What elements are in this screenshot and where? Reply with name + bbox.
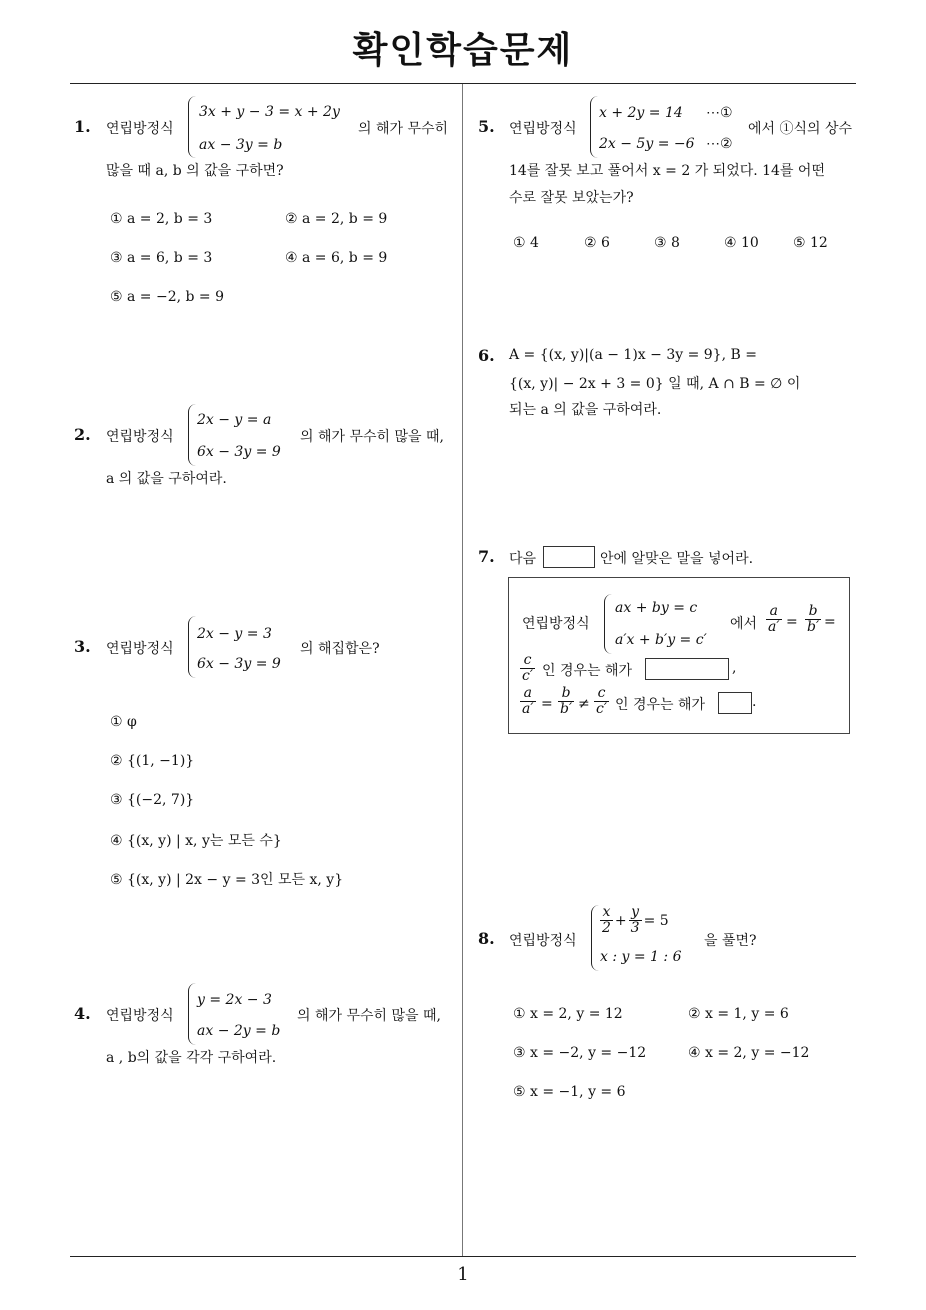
question-text-line2: 많을 때 a, b 의 값을 구하면? [106, 163, 284, 179]
comma: , [732, 660, 737, 676]
question-text-line3: 수로 잘못 보았는가? [509, 190, 634, 206]
question-lead: 연립방정식 [106, 121, 174, 137]
option-4: ④ a = 6, b = 9 [285, 250, 388, 266]
system-brace [188, 983, 197, 1045]
answer-blank-2[interactable] [718, 692, 752, 714]
question-number: 6. [478, 346, 495, 365]
option-3: ③ 8 [654, 235, 680, 251]
option-5: ⑤ 12 [793, 235, 828, 251]
question-text: 의 해집합은? [300, 641, 380, 657]
not-equals-sign: ≠ [578, 696, 590, 712]
option-5: ⑤ x = −1, y = 6 [513, 1084, 626, 1100]
box-text: 에서 [730, 616, 758, 632]
box-lead: 연립방정식 [522, 616, 590, 632]
system-brace [188, 96, 197, 158]
equation-1: 2x − y = 3 [197, 626, 272, 642]
equals-sign: = [824, 614, 836, 630]
question-lead: 연립방정식 [106, 1008, 174, 1024]
equation-2: x : y = 1 : 6 [600, 949, 682, 965]
question-number: 8. [478, 929, 495, 948]
question-text-line2: a 의 값을 구하여라. [106, 471, 227, 487]
answer-blank[interactable] [543, 546, 595, 568]
question-number: 7. [478, 547, 495, 566]
top-rule [70, 83, 856, 84]
option-1: ① 4 [513, 235, 539, 251]
box-equation-2: a′x + b′y = c′ [615, 632, 707, 648]
system-brace [590, 96, 599, 158]
equation-1-tag: ⋯① [706, 105, 733, 121]
equation-2: 6x − 3y = 9 [197, 656, 281, 672]
fraction-b: $\frac{b}{b'}$ [560, 685, 573, 718]
period: . [752, 694, 757, 710]
option-2: ② 6 [584, 235, 610, 251]
equation-2-tag: ⋯② [706, 136, 733, 152]
question-lead: 연립방정식 [509, 121, 577, 137]
option-1: ① x = 2, y = 12 [513, 1006, 623, 1022]
case-2-text: 인 경우는 해가 [615, 697, 706, 713]
option-2: ② a = 2, b = 9 [285, 211, 388, 227]
system-brace [604, 594, 613, 654]
option-5: ⑤ {(x, y) | 2x − y = 3인 모든 x, y} [110, 872, 344, 888]
question-lead: 연립방정식 [106, 641, 174, 657]
option-3: ③ {(−2, 7)} [110, 792, 195, 808]
equals-sign: = [786, 614, 798, 630]
question-text-line3: 되는 a 의 값을 구하여라. [509, 402, 662, 418]
option-3: ③ a = 6, b = 3 [110, 250, 213, 266]
system-brace [188, 404, 197, 466]
page-number: 1 [457, 1264, 469, 1285]
question-text-line2: a , b의 값을 각각 구하여라. [106, 1050, 277, 1066]
question-number: 1. [74, 117, 91, 136]
equation-2: 2x − 5y = −6 [599, 136, 695, 152]
question-number: 4. [74, 1004, 91, 1023]
fraction-b: $\frac{b}{b'}$ [807, 603, 820, 636]
fraction-a: $\frac{a}{a'}$ [768, 603, 780, 636]
equation-2: 6x − 3y = 9 [197, 444, 281, 460]
column-divider [462, 84, 463, 1256]
bottom-rule [70, 1256, 856, 1257]
question-text: 의 해가 무수히 많을 때, [300, 429, 444, 445]
question-text-line1: A = {(x, y)|(a − 1)x − 3y = 9}, B = [509, 347, 757, 363]
option-5: ⑤ a = −2, b = 9 [110, 289, 225, 305]
equation-1: x + 2y = 14 [599, 105, 683, 121]
question-number: 2. [74, 425, 91, 444]
question-number: 5. [478, 117, 495, 136]
case-1-text: 인 경우는 해가 [542, 663, 633, 679]
question-lead: 연립방정식 [509, 933, 577, 949]
equation-1: $\frac{x}{2}$ + $\frac{y}{3}$ = 5 [602, 904, 669, 937]
equation-2: ax − 3y = b [199, 137, 283, 153]
equation-1: 3x + y − 3 = x + 2y [199, 104, 340, 120]
option-1: ① φ [110, 714, 137, 730]
page-title: 확인학습문제 [352, 30, 574, 71]
equation-2: ax − 2y = b [197, 1023, 281, 1039]
fraction-c: $\frac{c}{c'}$ [522, 652, 534, 685]
option-4: ④ {(x, y) | x, y는 모든 수} [110, 833, 282, 849]
question-text: 에서 ①식의 상수 [748, 121, 853, 137]
question-lead: 연립방정식 [106, 429, 174, 445]
question-number: 3. [74, 637, 91, 656]
box-equation-1: ax + by = c [615, 600, 698, 616]
equation-1: y = 2x − 3 [197, 992, 272, 1008]
system-brace [188, 616, 197, 678]
equals-sign: = [541, 696, 553, 712]
question-lead: 다음 [509, 551, 537, 567]
question-text: 의 해가 무수히 많을 때, [297, 1008, 441, 1024]
option-1: ① a = 2, b = 3 [110, 211, 213, 227]
question-text-line2: 14를 잘못 보고 풀어서 x = 2 가 되었다. 14를 어떤 [509, 163, 825, 179]
option-2: ② {(1, −1)} [110, 753, 195, 769]
option-4: ④ x = 2, y = −12 [688, 1045, 810, 1061]
question-text: 안에 알맞은 말을 넣어라. [600, 551, 754, 567]
option-2: ② x = 1, y = 6 [688, 1006, 789, 1022]
question-text: 을 풀면? [704, 933, 757, 949]
fraction-c: $\frac{c}{c'}$ [596, 685, 608, 718]
question-text: 의 해가 무수히 [358, 121, 449, 137]
question-text-line2: {(x, y)| − 2x + 3 = 0} 일 때, A ∩ B = ∅ 이 [509, 376, 801, 392]
equation-1: 2x − y = a [197, 412, 272, 428]
answer-blank-1[interactable] [645, 658, 729, 680]
fraction-a: $\frac{a}{a'}$ [522, 685, 534, 718]
option-4: ④ 10 [724, 235, 759, 251]
option-3: ③ x = −2, y = −12 [513, 1045, 647, 1061]
